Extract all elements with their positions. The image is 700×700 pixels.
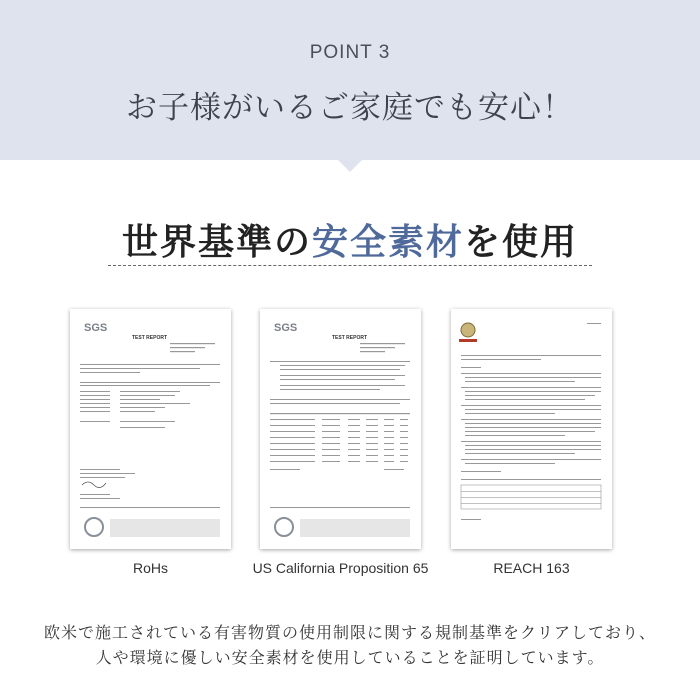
section-heading [0,214,700,265]
heading-pre: 世界基準の [121,222,312,263]
point-header [0,0,700,160]
doc-title: TEST REPORT [332,335,368,341]
sgs-logo: SGS [84,322,108,334]
bureau-veritas-seal-icon [461,323,475,337]
caption-prop65: US California Proposition 65 [252,560,429,576]
caption-reach: REACH 163 [493,560,570,576]
certificate-document-image [260,309,421,549]
certificate-document-image [451,309,612,549]
certificate-rohs [70,309,231,549]
doc-title: TEST REPORT [132,335,168,341]
heading-accent: 安全素材 [311,222,464,263]
certificate-prop65 [260,309,421,549]
heading-post: を使用 [464,222,579,263]
point-label: POINT 3 [309,42,391,63]
certificate-reach [451,309,612,549]
footer-line-1: 欧米で施工されている有害物質の使用制限に関する規制基準をクリアしており、 [43,623,656,642]
footer-line-2: 人や環境に優しい安全素材を使用していることを証明しています。 [95,648,605,667]
sgs-seal-icon [275,518,293,536]
header-title: お子様がいるご家庭でも安心！ [126,90,574,126]
header-notch [338,160,362,172]
sgs-logo: SGS [274,322,298,334]
dashed-divider [108,265,592,266]
sgs-seal-icon [85,518,103,536]
caption-rohs: RoHs [132,560,168,576]
certificate-document-image [70,309,231,549]
